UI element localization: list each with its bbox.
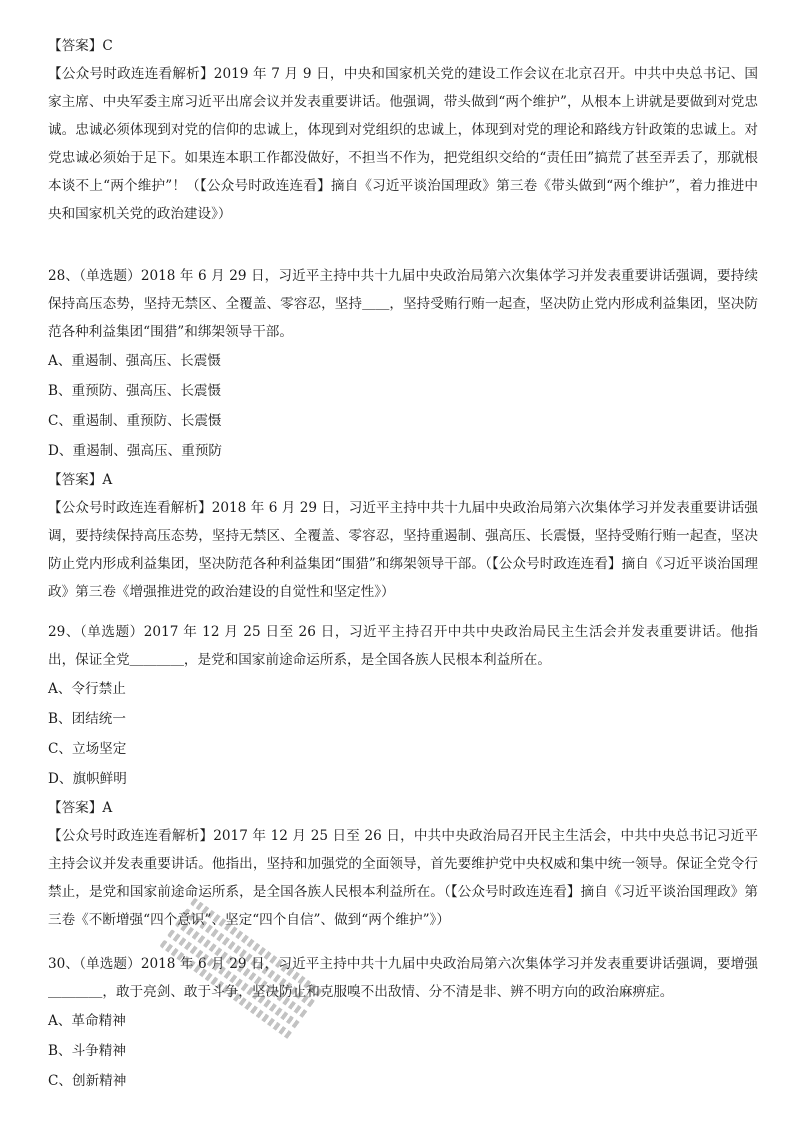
q29-answer: 【答案】A: [48, 800, 113, 816]
q27-answer-block: [48, 32, 758, 228]
question-30: [48, 950, 758, 1096]
q29-option-c: C、立场坚定: [48, 741, 127, 757]
q28-stem: 28、（单选题）2018 年 6 月 29 日，习近平主持中共十九届中央政治局第六次集体学习并发表重要讲话强调，要持续保持高压态势，坚持无禁区、全覆盖、零容忍，坚持＿＿，坚持受贿行贿一起查，坚决防止党内形成利益集团，坚决防范各种利益集团“围猎”和绑架领导干部。: [48, 268, 758, 340]
question-28: [48, 262, 758, 606]
q28-option-b: B、重预防、强高压、长震慑: [48, 383, 222, 399]
q29-option-a: A、令行禁止: [48, 681, 126, 697]
question-29: [48, 618, 758, 934]
q30-option-c: C、创新精神: [48, 1073, 127, 1089]
q30-option-b: B、斗争精神: [48, 1043, 126, 1059]
q29-analysis: 【公众号时政连连看解析】2017 年 12 月 25 日至 26 日，中共中央政治局召开民主生活会，中共中央总书记习近平主持会议并发表重要讲话。他指出，坚持和加强党的全面领导，首先要维护党中央权威和集中统一领导。保证全党令行禁止，是党和国家前途命运所系，是全国各族人民根本利益所在。（【公众号时政连连看】摘自《习近平谈治国理政》第三卷《不断增强“四个意识”、坚定“四个自信”、做到“两个维护”》）: [48, 828, 758, 928]
q28-option-d: D、重遏制、强高压、重预防: [48, 443, 223, 459]
q30-stem: 30、（单选题）2018 年 6 月 29 日，习近平主持中共十九届中央政治局第六次集体学习并发表重要讲话强调，要增强＿＿＿＿，敢于亮剑、敢于斗争，坚决防止和克服嗅不出敌情、分不清是非、辨不明方向的政治麻痹症。: [48, 956, 758, 1000]
q28-option-a: A、重遏制、强高压、长震慑: [48, 353, 221, 369]
q30-option-a: A、革命精神: [48, 1013, 126, 1029]
q29-option-b: B、团结统一: [48, 711, 126, 727]
q27-answer: 【答案】C: [48, 38, 113, 54]
q28-option-c: C、重遏制、重预防、长震慑: [48, 413, 222, 429]
q29-option-d: D、旗帜鲜明: [48, 771, 127, 787]
q29-stem: 29、（单选题）2017 年 12 月 25 日至 26 日，习近平主持召开中共中央政治局民主生活会并发表重要讲话。他指出，保证全党＿＿＿＿，是党和国家前途命运所系，是全国各族人民根本利益所在。: [48, 624, 758, 668]
q28-answer: 【答案】A: [48, 472, 113, 488]
q28-analysis: 【公众号时政连连看解析】2018 年 6 月 29 日，习近平主持中共十九届中央政治局第六次集体学习并发表重要讲话强调，要持续保持高压态势，坚持无禁区、全覆盖、零容忍，坚持重遏制、强高压、长震慑，坚持受贿行贿一起查，坚决防止党内形成利益集团，坚决防范各种利益集团“围猎”和绑架领导干部。（【公众号时政连连看】摘自《习近平谈治国理政》第三卷《增强推进党的政治建设的自觉性和坚定性》）: [48, 500, 758, 600]
q27-analysis: 【公众号时政连连看解析】2019 年 7 月 9 日，中央和国家机关党的建设工作会议在北京召开。中共中央总书记、国家主席、中央军委主席习近平出席会议并发表重要讲话。他强调，带头做到“两个维护”，从根本上讲就是要做到对党忠诚。忠诚必须体现到对党的信仰的忠诚上，体现到对党组织的忠诚上，体现到对党的理论和路线方针政策的忠诚上。对党忠诚必须始于足下。如果连本职工作都没做好，不担当不作为，把党组织交给的“责任田”搞荒了甚至弄丢了，那就根本谈不上“两个维护”！（【公众号时政连连看】摘自《习近平谈治国理政》第三卷《带头做到“两个维护”，着力推进中央和国家机关党的政治建设》）: [48, 66, 758, 222]
